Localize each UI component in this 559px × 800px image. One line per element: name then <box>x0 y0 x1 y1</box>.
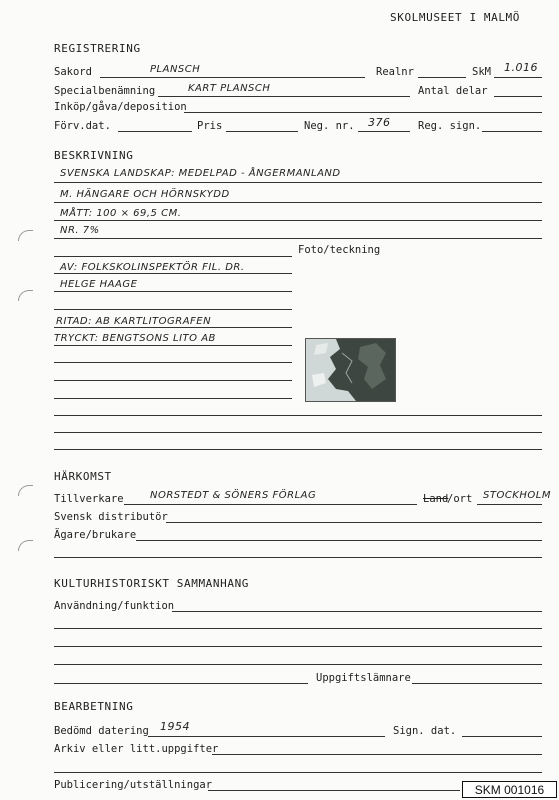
map-photo-image <box>306 339 395 401</box>
distributor-label: Svensk distributör <box>54 511 168 523</box>
ort-label: /ort <box>447 493 473 505</box>
sakord-value[interactable]: PLANSCH <box>150 64 201 75</box>
section-heading-beskrivning: BESKRIVNING <box>54 149 134 162</box>
row-line <box>54 273 292 274</box>
row-line <box>54 415 542 416</box>
inkop-label: Inköp/gåva/deposition <box>54 101 187 113</box>
neg-value[interactable]: 376 <box>368 116 391 129</box>
punch-hole <box>18 230 33 241</box>
av-line-1[interactable]: AV: FOLKSKOLINSPEKTÖR FIL. DR. <box>60 262 245 273</box>
row-line <box>54 309 292 310</box>
punch-hole <box>18 485 33 496</box>
tryckt-line[interactable]: TRYCKT: BENGTSONS LITO AB <box>54 333 216 344</box>
anvandning-line <box>172 611 542 612</box>
tillverkare-line <box>124 504 417 505</box>
foto-label: Foto/teckning <box>298 244 381 256</box>
row-line <box>54 291 292 292</box>
row-line <box>54 182 542 183</box>
reg-line <box>482 131 542 132</box>
pris-label: Pris <box>197 120 223 132</box>
beskrivning-line-1[interactable]: SVENSKA LANDSKAP: MEDELPAD - ÅNGERMANLAND <box>60 168 341 179</box>
datering-value[interactable]: 1954 <box>160 720 190 733</box>
antal-line <box>494 96 542 97</box>
forv-line <box>118 131 192 132</box>
row-line <box>54 256 292 257</box>
row-line <box>54 398 292 399</box>
reg-label: Reg. sign. <box>418 120 482 132</box>
punch-hole <box>18 540 33 551</box>
anvandning-label: Användning/funktion <box>54 600 175 612</box>
archive-stamp: SKM 001016 <box>462 781 557 798</box>
row-line <box>54 345 292 346</box>
publicering-line <box>208 790 460 791</box>
distributor-line <box>166 522 542 523</box>
row-line <box>54 327 292 328</box>
av-line-2[interactable]: HELGE HAAGE <box>60 279 138 290</box>
row-line <box>54 220 542 221</box>
antal-label: Antal delar <box>418 85 488 97</box>
row-line <box>54 557 542 558</box>
sakord-line <box>100 77 365 78</box>
publicering-label: Publicering/utställningar <box>54 779 213 791</box>
object-photo[interactable] <box>305 338 396 402</box>
ritad-line[interactable]: RITAD: AB KARTLITOGRAFEN <box>56 316 212 327</box>
tillverkare-value[interactable]: NORSTEDT & SÖNERS FÖRLAG <box>150 490 317 501</box>
punch-hole <box>18 290 33 301</box>
datering-line <box>148 736 385 737</box>
sign-label: Sign. dat. <box>393 725 457 737</box>
neg-line <box>358 131 410 132</box>
tillverkare-label: Tillverkare <box>54 493 124 505</box>
agare-line <box>136 540 542 541</box>
inkop-line <box>184 112 542 113</box>
row-line <box>54 772 542 773</box>
row-line <box>54 628 542 629</box>
museum-title: SKOLMUSEET I MALMÖ <box>390 11 521 24</box>
ort-value[interactable]: STOCKHOLM <box>483 490 551 501</box>
row-line <box>54 202 542 203</box>
row-line <box>54 432 542 433</box>
forv-label: Förv.dat. <box>54 120 111 132</box>
row-line <box>54 664 542 665</box>
row-line <box>54 380 292 381</box>
section-heading-bearbetning: BEARBETNING <box>54 700 134 713</box>
uppgift-label: Uppgiftslämnare <box>316 672 411 684</box>
arkiv-line <box>212 754 542 755</box>
row-line <box>54 449 542 450</box>
section-heading-registrering: REGISTRERING <box>54 42 141 55</box>
section-heading-kultur: KULTURHISTORISKT SAMMANHANG <box>54 577 250 590</box>
ort-line <box>477 504 542 505</box>
sign-line <box>462 736 542 737</box>
row-line <box>54 238 542 239</box>
row-line <box>54 646 542 647</box>
uppgift-line <box>412 683 542 684</box>
skm-label: SkM <box>472 66 491 78</box>
row-line <box>54 683 308 684</box>
realnr-line <box>418 77 466 78</box>
special-line <box>158 96 410 97</box>
sakord-label: Sakord <box>54 66 92 78</box>
beskrivning-line-2[interactable]: M. HÄNGARE OCH HÖRNSKYDD <box>60 189 230 200</box>
land-label: Land <box>423 493 449 505</box>
section-heading-harkomst: HÄRKOMST <box>54 470 112 483</box>
beskrivning-line-4[interactable]: NR. 7% <box>60 225 100 236</box>
row-line <box>54 362 292 363</box>
pris-line <box>226 131 298 132</box>
special-value[interactable]: KART PLANSCH <box>188 83 271 94</box>
skm-value[interactable]: 1.016 <box>504 61 538 74</box>
beskrivning-line-3[interactable]: MÅTT: 100 × 69,5 CM. <box>60 208 182 219</box>
arkiv-label: Arkiv eller litt.uppgifter <box>54 743 219 755</box>
skm-line <box>494 77 542 78</box>
realnr-label: Realnr <box>376 66 414 78</box>
neg-label: Neg. nr. <box>304 120 355 132</box>
special-label: Specialbenämning <box>54 85 156 97</box>
datering-label: Bedömd datering <box>54 725 149 737</box>
agare-label: Ägare/brukare <box>54 529 137 541</box>
